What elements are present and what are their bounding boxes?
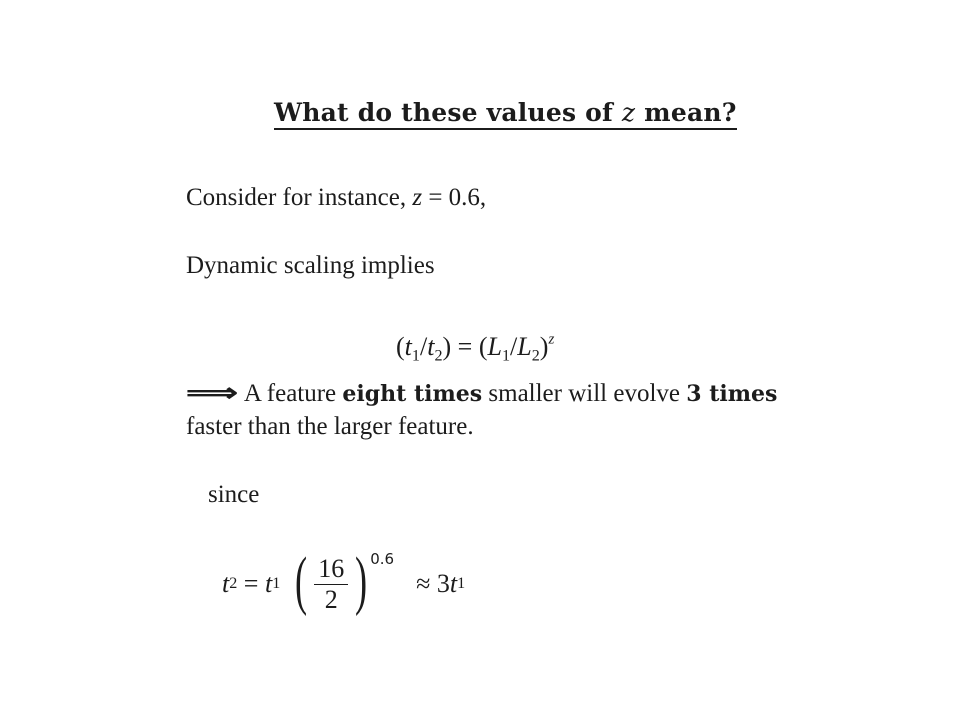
implication-line xyxy=(186,378,777,408)
title-text-start: What do these values of xyxy=(274,98,622,127)
eq-sub-2: 2 xyxy=(434,347,443,365)
eight-times-emphasis: eight times xyxy=(342,381,483,407)
formula-left-paren: ( xyxy=(295,544,308,617)
eq-close-paren: ) xyxy=(539,332,549,361)
eq-open-paren: ( xyxy=(396,332,405,361)
slide-title xyxy=(274,98,737,130)
scaling-equation xyxy=(396,331,555,365)
title-variable-z: z xyxy=(621,98,636,127)
formula-approx-result: ≈ 3 xyxy=(416,569,450,598)
eq-L2: L xyxy=(517,332,532,361)
eq-sub-L2: 2 xyxy=(531,347,540,365)
formula-equals: = xyxy=(237,569,265,598)
eq-exponent-z: z xyxy=(548,331,555,348)
fraction-numerator: 16 xyxy=(314,554,348,585)
implication-line-2: faster than the larger feature. xyxy=(186,413,474,440)
eq-sub-1: 1 xyxy=(411,347,420,365)
implication-text-2: smaller will evolve xyxy=(482,380,687,407)
eq-t1: t xyxy=(404,332,412,361)
approximation-formula: t 2 = t 1 ( $\frac{16}{2}$ ) 0.6 ≈ 3 t 1 xyxy=(222,544,466,617)
eq-sub-L1: 1 xyxy=(501,347,511,365)
dynamic-scaling-line: Dynamic scaling implies xyxy=(186,252,435,279)
formula-t1: t xyxy=(264,569,273,598)
eq-equals: ) = ( xyxy=(442,332,488,361)
eq-L1: L xyxy=(487,332,502,361)
implication-text-1: A feature xyxy=(243,380,343,407)
consider-value: = 0.6, xyxy=(422,184,487,211)
implies-arrow-icon: ⟹ xyxy=(186,380,238,407)
formula-result-t: t xyxy=(449,569,458,598)
eq-slash-1: / xyxy=(419,332,428,361)
fraction-denominator: 2 xyxy=(324,584,338,614)
eq-slash-2: / xyxy=(510,332,518,361)
formula-t2: t xyxy=(222,569,230,598)
title-text-end: mean? xyxy=(635,98,737,127)
formula-exponent: 0.6 xyxy=(370,550,395,568)
consider-text: Consider for instance, xyxy=(186,184,413,211)
consider-variable-z: z xyxy=(412,184,423,211)
eq-t2: t xyxy=(427,332,435,361)
since-label: since xyxy=(208,481,260,508)
fraction xyxy=(314,554,348,615)
consider-line xyxy=(186,184,486,212)
formula-right-paren: ) xyxy=(355,544,368,617)
three-times-emphasis: 3 times xyxy=(686,381,778,407)
